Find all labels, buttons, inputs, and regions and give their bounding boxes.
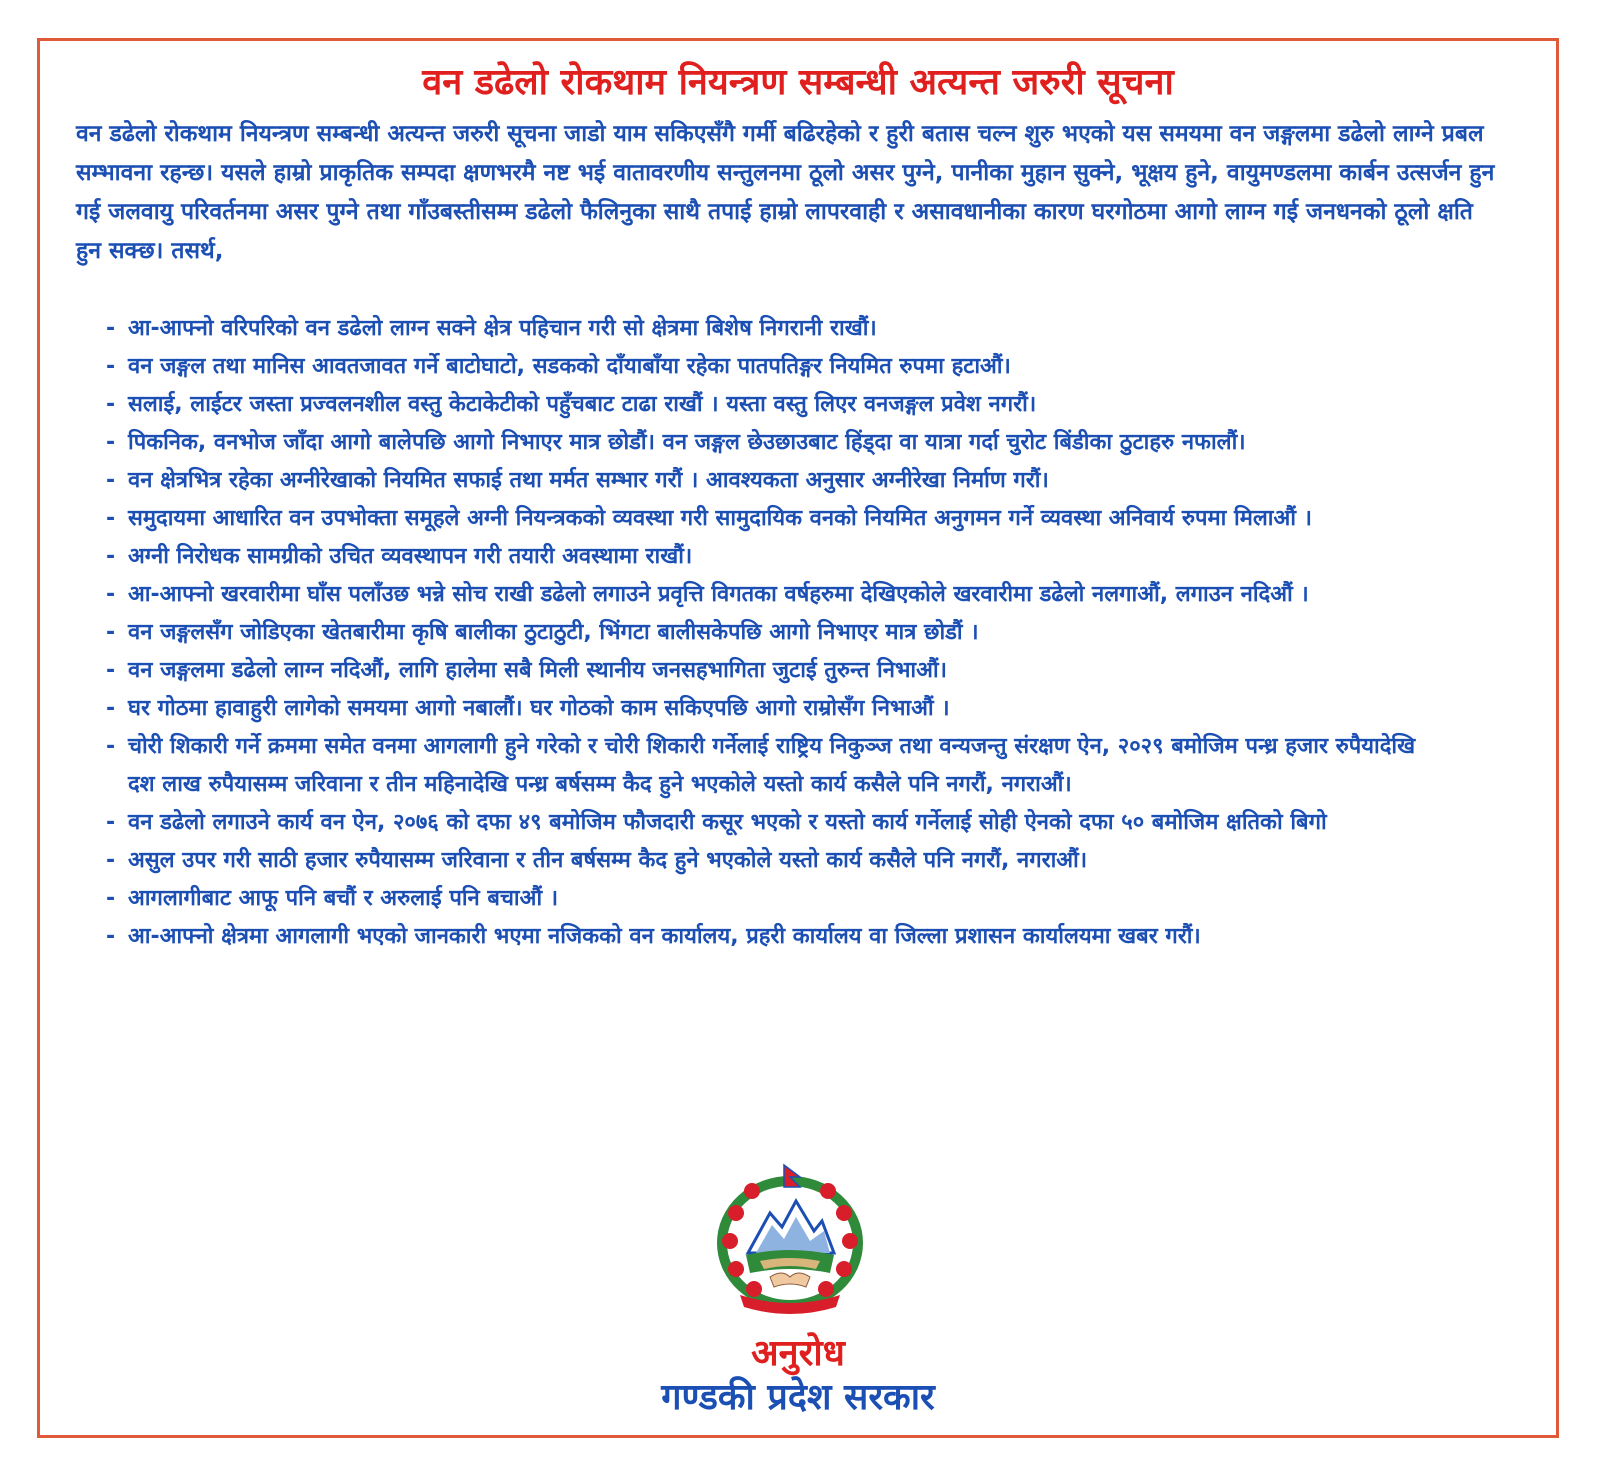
list-item-text: आ-आफ्नो क्षेत्रमा आगलागी भएको जानकारी भएमा नजिकको वन कार्यालय, प्रहरी कार्यालय वा जिल्ला प्रशासन कार्यालयमा खबर गरौं।	[128, 924, 1201, 949]
bullet-dash: -	[106, 506, 116, 531]
list-item	[106, 918, 1446, 956]
list-item-text: असुल उपर गरी साठी हजार रुपैयासम्म जरिवाना र तीन बर्षसम्म कैद हुने भएकोले यस्तो कार्य कसैले पनि नगरौं, नगराऔं।	[128, 848, 1088, 873]
list-item-text: घर गोठमा हावाहुरी लागेको समयमा आगो नबालौं। घर गोठको काम सकिएपछि आगो राम्रोसँग निभाऔं ।	[128, 696, 950, 721]
list-item	[106, 500, 1446, 538]
notice-frame	[37, 38, 1559, 1438]
bullet-dash: -	[106, 924, 116, 949]
list-item-text: चोरी शिकारी गर्ने क्रममा समेत वनमा आगलागी हुने गरेको र चोरी शिकारी गर्नेलाई राष्ट्रिय निकुञ्ज तथा वन्यजन्तु संरक्षण ऐन, २०२९ बमोजिम पन्ध्र हजार रुपैयादेखि दश लाख रुपैयासम्म जरिवाना र तीन महिनादेखि पन्ध्र बर्षसम्म कैद हुने भएकोले यस्तो कार्य कसैले पनि नगरौं, नगराऔं।	[128, 734, 1416, 797]
list-item-text: वन डढेलो लगाउने कार्य वन ऐन, २०७६ को दफा ४९ बमोजिम फौजदारी कसूर भएको र यस्तो कार्य गर्नेलाई सोही ऐनको दफा ५० बमोजिम क्षतिको बिगो	[128, 810, 1327, 835]
bullet-dash: -	[106, 848, 116, 873]
list-item-text: आ-आफ्नो खरवारीमा घाँस पलाँउछ भन्ने सोच राखी डढेलो लगाउने प्रवृत्ति विगतका वर्षहरुमा देखिएकोले खरवारीमा डढेलो नलगाऔं, लगाउन नदिऔं ।	[128, 582, 1309, 607]
bullet-dash: -	[106, 316, 116, 341]
list-item	[106, 842, 1446, 880]
bullet-dash: -	[106, 620, 116, 645]
list-item	[106, 386, 1446, 424]
list-item	[106, 348, 1446, 386]
bullet-dash: -	[106, 582, 116, 607]
list-item	[106, 652, 1446, 690]
list-item	[106, 728, 1446, 804]
bullet-dash: -	[106, 544, 116, 569]
notice-title: वन डढेलो रोकथाम नियन्त्रण सम्बन्धी अत्यन्त जरुरी सूचना	[422, 62, 1174, 103]
list-item-text: वन जङ्गल तथा मानिस आवतजावत गर्ने बाटोघाटो, सडकको दाँयाबाँया रहेका पातपतिङ्गर नियमित रुपमा हटाऔं।	[128, 354, 1011, 379]
list-item	[106, 576, 1446, 614]
notice-intro: वन डढेलो रोकथाम नियन्त्रण सम्बन्धी अत्यन्त जरुरी सूचना जाडो याम सकिएसँगै गर्मी बढिरहेको र हुरी बतास चल्न शुरु भएको यस समयमा वन जङ्गलमा डढेलो लाग्ने प्रबल सम्भावना रहन्छ। यसले हाम्रो प्राकृतिक सम्पदा क्षणभरमै नष्ट भई वातावरणीय सन्तुलनमा ठूलो असर पुग्ने, पानीका मुहान सुक्ने, भूक्षय हुने, वायुमण्डलमा कार्बन उत्सर्जन हुन गई जलवायु परिवर्तनमा असर पुग्ने तथा गाँउबस्तीसम्म डढेलो फैलिनुका साथै तपाई हाम्रो लापरवाही र असावधानीका कारण घरगोठमा आगो लाग्न गई जनधनको ठूलो क्षति हुन सक्छ। तसर्थ,	[76, 121, 1495, 264]
list-item	[106, 424, 1446, 462]
list-item	[106, 690, 1446, 728]
instruction-list	[106, 310, 1446, 956]
bullet-dash: -	[106, 354, 116, 379]
list-item-text: आगलागीबाट आफू पनि बचौं र अरुलाई पनि बचाऔं ।	[128, 886, 559, 911]
bullet-dash: -	[106, 810, 116, 835]
list-item-text: अग्नी निरोधक सामग्रीको उचित व्यवस्थापन गरी तयारी अवस्थामा राखौं।	[128, 544, 693, 569]
bullet-dash: -	[106, 430, 116, 455]
list-item-text: वन क्षेत्रभित्र रहेका अग्नीरेखाको नियमित सफाई तथा मर्मत सम्भार गरौं । आवश्यकता अनुसार अग्नीरेखा निर्माण गरौं।	[128, 468, 1049, 493]
list-item-text: वन जङ्गलमा डढेलो लाग्न नदिऔं, लागि हालेमा सबै मिली स्थानीय जनसहभागिता जुटाई तुरुन्त निभाऔं।	[128, 658, 947, 683]
bullet-dash: -	[106, 392, 116, 417]
list-item-text: समुदायमा आधारित वन उपभोक्ता समूहले अग्नी नियन्त्रकको व्यवस्था गरी सामुदायिक वनको नियमित अनुगमन गर्ने व्यवस्था अनिवार्य रुपमा मिलाऔं ।	[128, 506, 1312, 531]
bullet-dash: -	[106, 886, 116, 911]
issuer-name: गण्डकी प्रदेश सरकार	[661, 1377, 935, 1418]
bullet-dash: -	[106, 658, 116, 683]
list-item	[106, 880, 1446, 918]
list-item	[106, 804, 1446, 842]
list-item-text: पिकनिक, वनभोज जाँदा आगो बालेपछि आगो निभाएर मात्र छोडौं। वन जङ्गल छेउछाउबाट हिंड्दा वा यात्रा गर्दा चुरोट बिंडीका ठुटाहरु नफालौं।	[128, 430, 1246, 455]
list-item	[106, 310, 1446, 348]
bullet-dash: -	[106, 696, 116, 721]
request-label: अनुरोध	[751, 1333, 845, 1374]
list-item	[106, 462, 1446, 500]
list-item	[106, 538, 1446, 576]
bullet-dash: -	[106, 468, 116, 493]
bullet-dash: -	[106, 734, 116, 759]
list-item-text: आ-आफ्नो वरिपरिको वन डढेलो लाग्न सक्ने क्षेत्र पहिचान गरी सो क्षेत्रमा बिशेष निगरानी राखौं।	[128, 316, 877, 341]
list-item	[106, 614, 1446, 652]
government-emblem-icon	[710, 1161, 870, 1321]
list-item-text: सलाई, लाईटर जस्ता प्रज्वलनशील वस्तु केटाकेटीको पहुँचबाट टाढा राखौं । यस्ता वस्तु लिएर वनजङ्गल प्रवेश नगरौं।	[128, 392, 1037, 417]
list-item-text: वन जङ्गलसँग जोडिएका खेतबारीमा कृषि बालीका ठुटाठुटी, भिंगटा बालीसकेपछि आगो निभाएर मात्र छोडौं ।	[128, 620, 979, 645]
